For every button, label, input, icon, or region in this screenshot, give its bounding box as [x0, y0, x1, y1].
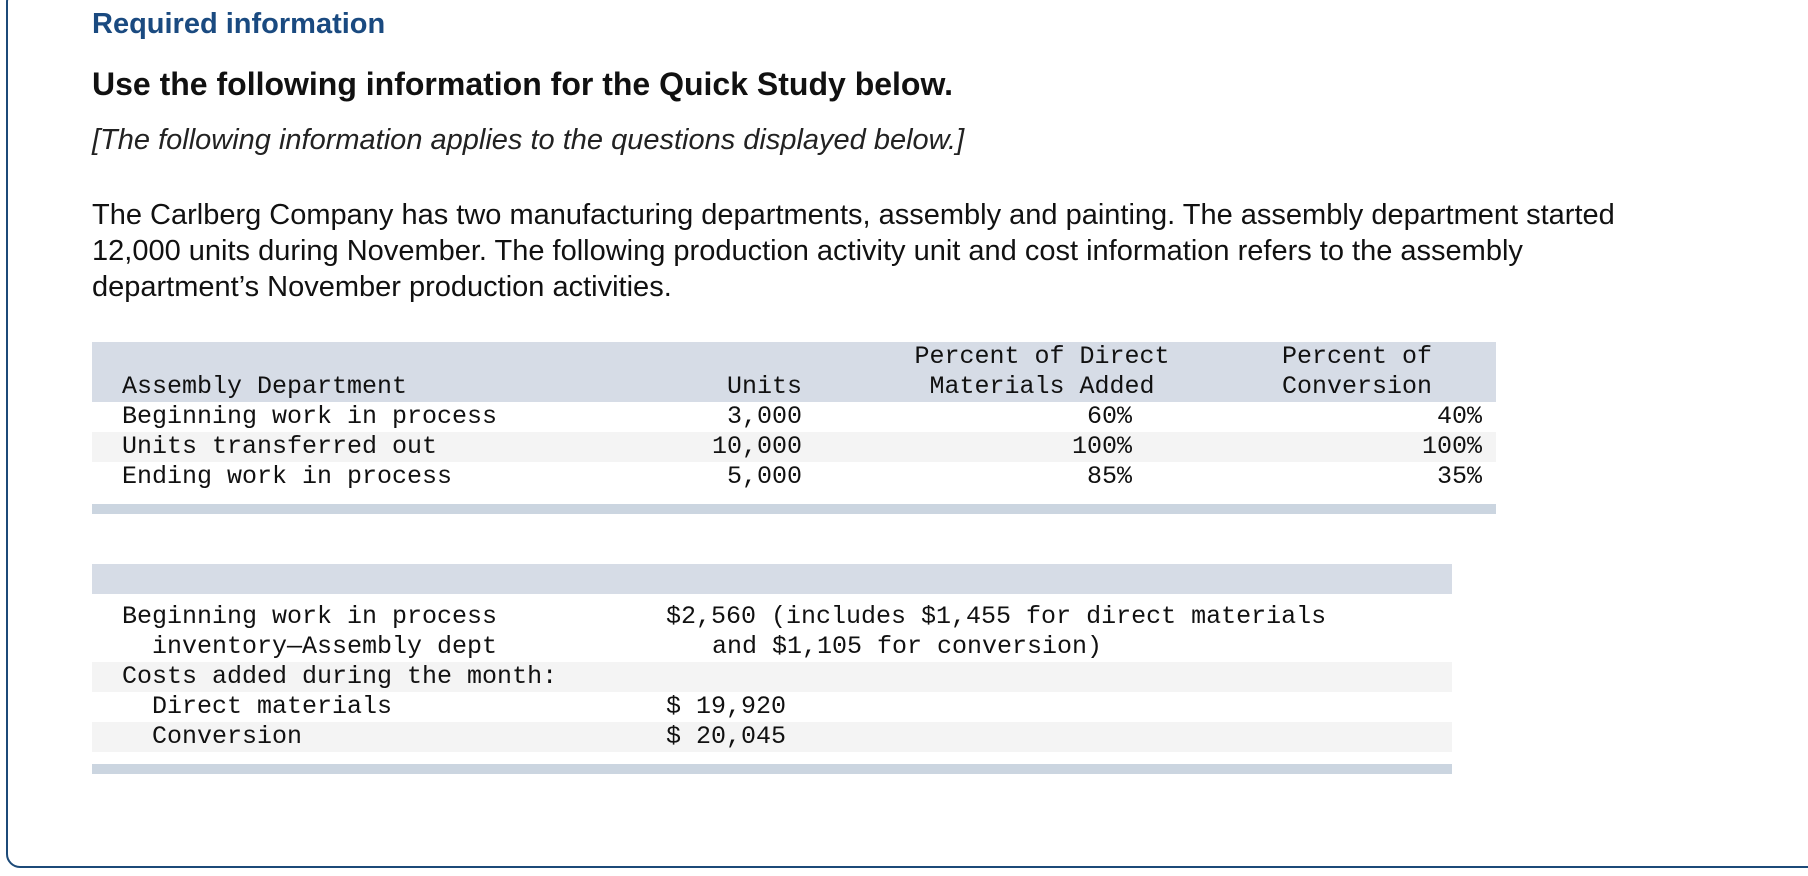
- row-label: Direct materials: [152, 692, 393, 721]
- row-conv-percent: 35%: [1436, 462, 1482, 491]
- row-label: Beginning work in process: [122, 602, 498, 631]
- table-row: [92, 432, 1496, 462]
- table-footer-rule: [92, 504, 1496, 514]
- units-table-header: [92, 342, 1496, 402]
- header-percent-conversion-line2: Conversion: [1281, 372, 1433, 401]
- units-table: [92, 342, 1496, 514]
- table-row: [92, 402, 1496, 432]
- instruction-note: [The following information applies to the questions displayed below.]: [92, 124, 965, 156]
- row-units: 5,000: [726, 462, 802, 491]
- header-units: Units: [726, 372, 802, 401]
- row-value: $ 20,045: [666, 722, 787, 751]
- table-row: [92, 632, 1452, 662]
- paragraph-line: 12,000 units during November. The following production activity unit and cost information refers to the assembly: [92, 235, 1523, 267]
- header-percent-conversion-line1: Percent of: [1281, 342, 1433, 371]
- row-label: Units transferred out: [122, 432, 438, 461]
- row-conv-percent: 40%: [1436, 402, 1482, 431]
- table-row: [92, 602, 1452, 632]
- table-row: [92, 662, 1452, 692]
- row-dm-percent: 100%: [1071, 432, 1132, 461]
- row-value: $ 19,920: [666, 692, 787, 721]
- row-label: Costs added during the month:: [122, 662, 558, 691]
- row-value: $2,560 (includes $1,455 for direct materials: [666, 602, 1327, 631]
- header-percent-direct-materials-line1: Percent of Direct: [914, 342, 1170, 371]
- row-label: Beginning work in process: [122, 402, 498, 431]
- row-label: Conversion: [152, 722, 303, 751]
- row-dm-percent: 85%: [1086, 462, 1132, 491]
- paragraph-line: The Carlberg Company has two manufacturing departments, assembly and painting. The assembly department started: [92, 199, 1615, 231]
- table-row: [92, 692, 1452, 722]
- row-value: and $1,105 for conversion): [712, 632, 1103, 661]
- row-label: Ending work in process: [122, 462, 453, 491]
- required-information-label: Required information: [92, 8, 386, 40]
- header-percent-direct-materials-line2: Materials Added: [929, 372, 1155, 401]
- paragraph-line: department’s November production activities.: [92, 271, 672, 303]
- table-row: [92, 462, 1496, 492]
- row-units: 10,000: [711, 432, 802, 461]
- row-conv-percent: 100%: [1421, 432, 1482, 461]
- header-assembly-department: Assembly Department: [122, 372, 408, 401]
- cost-table: [92, 564, 1452, 774]
- cost-table-header: [92, 564, 1452, 594]
- row-label: inventory—Assembly dept: [152, 632, 498, 661]
- page-title: Use the following information for the Quick Study below.: [92, 66, 954, 102]
- row-units: 3,000: [726, 402, 802, 431]
- table-row: [92, 722, 1452, 752]
- row-dm-percent: 60%: [1086, 402, 1132, 431]
- problem-paragraph: [92, 197, 1792, 305]
- table-footer-rule: [92, 764, 1452, 774]
